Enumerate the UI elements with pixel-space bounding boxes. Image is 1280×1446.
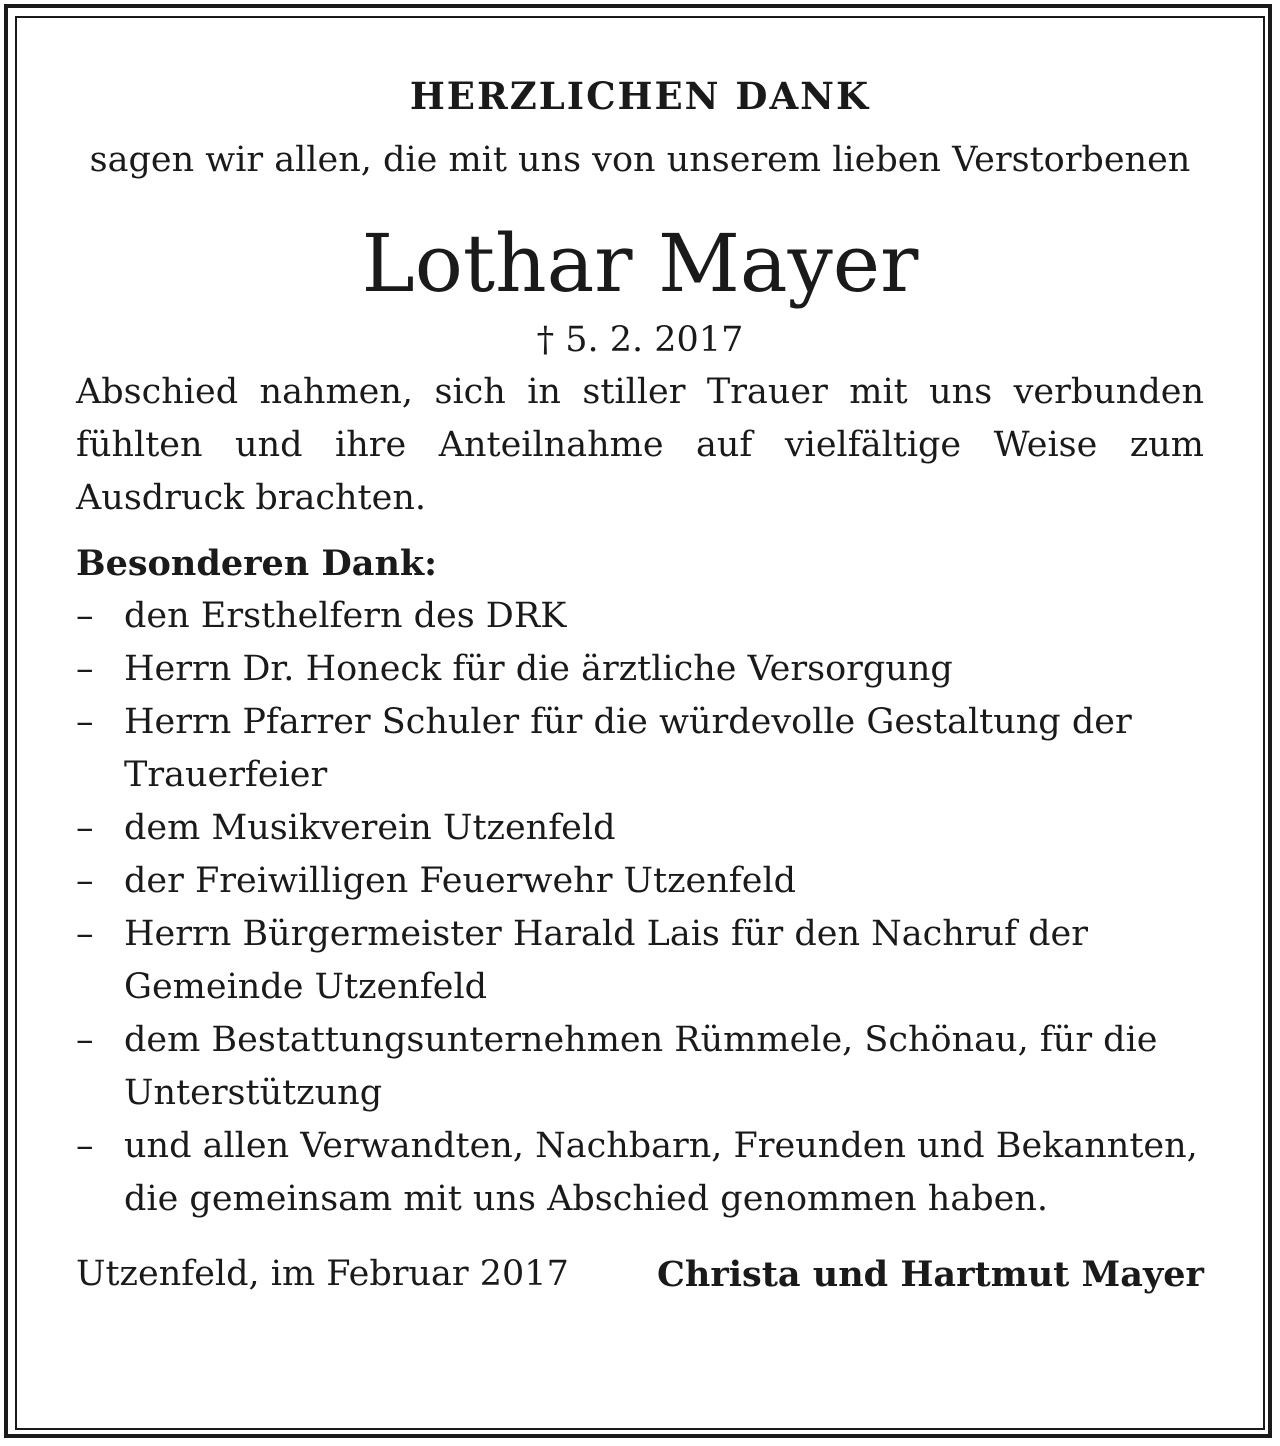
list-item-text: dem Bestattungsunternehmen Rümmele, Schönau, für die Unterstützung <box>124 1020 1158 1113</box>
list-item-text: den Ersthelfern des DRK <box>124 596 567 636</box>
death-date: † 5. 2. 2017 <box>536 320 744 360</box>
list-item <box>76 802 1204 855</box>
list-item-text: Herrn Pfarrer Schuler für die würdevolle Gestaltung der Trauerfeier <box>124 702 1132 795</box>
list-item-text: der Freiwilligen Feuerwehr Utzenfeld <box>124 861 797 901</box>
thanks-list <box>76 590 1204 1226</box>
notice-footer <box>76 1248 1204 1301</box>
dash-bullet: – <box>76 1126 94 1166</box>
list-item <box>76 908 1204 1014</box>
list-item-text: Herrn Bürgermeister Harald Lais für den Nachruf der Gemeinde Utzenfeld <box>124 914 1088 1007</box>
list-item <box>76 590 1204 643</box>
dash-bullet: – <box>76 808 94 848</box>
thanks-heading: Besonderen Dank: <box>76 543 438 584</box>
notice-content <box>76 60 1204 1301</box>
list-item-text: Herrn Dr. Honeck für die ärztliche Versorgung <box>124 649 953 689</box>
dash-bullet: – <box>76 596 94 636</box>
list-item <box>76 1120 1204 1226</box>
dash-bullet: – <box>76 1020 94 1060</box>
dash-bullet: – <box>76 914 94 954</box>
dash-bullet: – <box>76 649 94 689</box>
signers: Christa und Hartmut Mayer <box>657 1254 1204 1295</box>
list-item-text: und allen Verwandten, Nachbarn, Freunden und Bekannten, die gemeinsam mit uns Abschied genommen haben. <box>124 1126 1198 1219</box>
list-item <box>76 696 1204 802</box>
body-text: Abschied nahmen, sich in stiller Trauer mit uns verbunden fühlten und ihre Anteilnahme auf vielfältige Weise zum Ausdruck brachten. <box>76 372 1204 518</box>
intro-text: sagen wir allen, die mit uns von unserem lieben Verstorbenen <box>89 140 1191 180</box>
place-date: Utzenfeld, im Februar 2017 <box>76 1254 569 1294</box>
dash-bullet: – <box>76 861 94 901</box>
deceased-name: Lothar Mayer <box>361 217 919 310</box>
list-item-text: dem Musikverein Utzenfeld <box>124 808 616 848</box>
dash-bullet: – <box>76 702 94 742</box>
list-item <box>76 1014 1204 1120</box>
notice-heading: HERZLICHEN DANK <box>409 74 871 118</box>
list-item <box>76 855 1204 908</box>
list-item <box>76 643 1204 696</box>
